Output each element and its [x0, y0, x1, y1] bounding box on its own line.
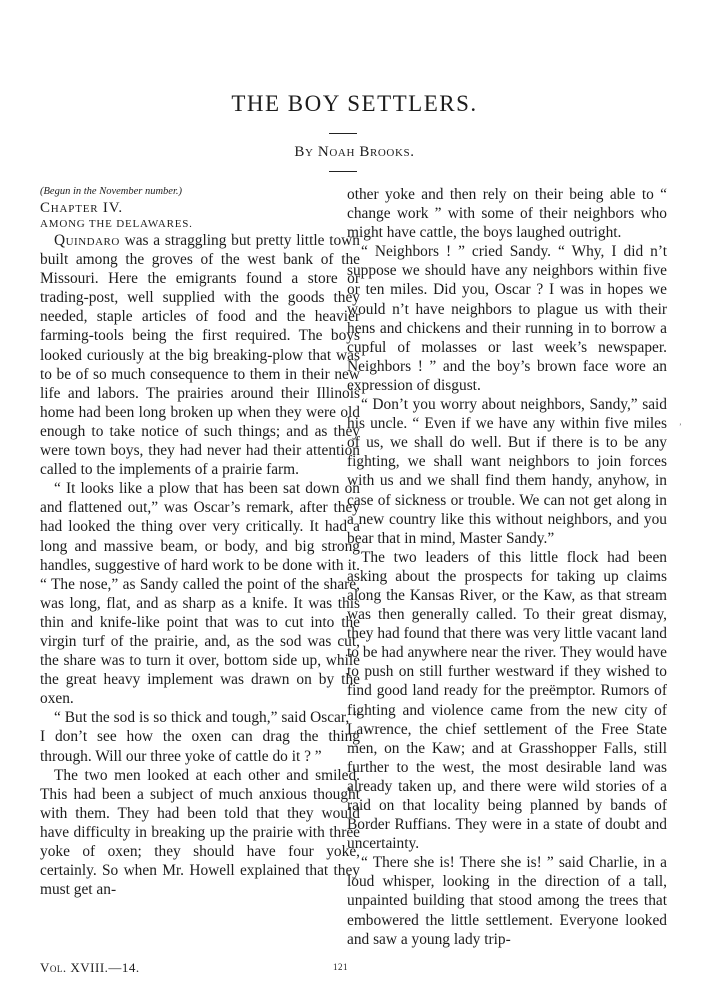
- paragraph: “ Neighbors ! ” cried Sandy. “ Why, I did n’t suppose we should have any neighbors within five or ten miles. Did you, Oscar ? I was in hopes we would n’t have neighbors to plague us with their hens and chickens and their running in to borrow a cupful of molasses or last week’s newspaper. Neighbors ! ” and the boy’s brown face wore an expression of disgust.: [347, 243, 667, 394]
- page-number: 121: [333, 962, 348, 972]
- paragraph: “ It looks like a plow that has been sat down on and flattened out,” was Oscar’s remark, after they had looked the thing over very critically. It had a long and massive beam, or body, and big strong handles, suggestive of hard work to be done with it. “ The nose,” as Sandy called the point of the share, was long, flat, and as sharp as a knife. It was this thin and knife-like point that was to cut into the virgin turf of the prairie, and, as the sod was cut, the share was to turn it over, bottom side up, while the great heavy implement was drawn on by the oxen.: [40, 480, 360, 708]
- volume-number: Vol. XVIII.—14.: [40, 960, 140, 975]
- right-column: [347, 185, 667, 949]
- byline-author: Noah Brooks.: [317, 144, 415, 160]
- paragraph: The two leaders of this little flock had been asking about the prospects for taking up claims along the Kansas River, or the Kaw, as that stream was then generally called. To their great dismay, they had found that there was very little vacant land to be had anywhere near the river. They would have to push on still further westward if they wished to find good land ready for the preëmptor. Rumors of fighting and violence came from the new city of Lawrence, the chief settlement of the Free State men, on the Kaw; and at Grasshopper Falls, still further to the west, the most desirable land was already taken up, and there were wild stories of a raid on that locality being planned by bands of Border Ruffians. They were in a state of doubt and uncertainty.: [347, 548, 667, 853]
- article-title: THE BOY SETTLERS.: [231, 91, 478, 116]
- paragraph: [40, 231, 360, 479]
- byline-by: By: [294, 144, 314, 160]
- begun-note: (Begun in the November number.): [40, 186, 183, 197]
- paragraph: The two men looked at each other and smiled. This had been a subject of much anxious thought with them. They had been told that they would have difficulty in breaking up the prairie with three yoke of oxen; they should have four yoke, certainly. So when Mr. Howell explained that they must get an-: [40, 766, 360, 899]
- paragraph: “ There she is! There she is! ” said Charlie, in a loud whisper, looking in the direction of a tall, unpainted building that stood among the trees that embowered the little settlement. Everyone looked and saw a young lady trip-: [347, 854, 667, 948]
- opening-word: Quindaro: [54, 232, 120, 249]
- byline: [0, 144, 709, 161]
- byline-rule: [329, 171, 357, 172]
- chapter-subheading: AMONG THE DELAWARES.: [40, 218, 193, 230]
- paragraph: other yoke and then rely on their being able to “ change work ” with some of their neighbors who might have cattle, the boys laughed outright.: [347, 186, 667, 242]
- title-rule: [329, 133, 357, 134]
- paragraph-text: was a straggling but pretty little town built among the groves of the west bank of the Missouri. Here the emigrants found a store or trading-post, well supplied with the goods they needed, staple articles of food and the heavier farming-tools being the first required. The boys looked curiously at the big breaking-plow that was to be of so much consequence to them in their new life and labors. The prairies around their Illinois home had been long broken up when they were old enough to take notice of such things; and as they were town boys, they had never had their attention called to the implements of a prairie farm.: [40, 232, 360, 479]
- left-column: [40, 185, 360, 899]
- paragraph: “ But the sod is so thick and tough,” said Oscar, “ I don’t see how the oxen can drag the thing through. Will our three yoke of cattle do it ? ”: [40, 709, 360, 765]
- margin-mark: ’: [679, 422, 682, 431]
- chapter-heading: Chapter IV.: [40, 200, 123, 216]
- paragraph: “ Don’t you worry about neighbors, Sandy,” said his uncle. “ Even if we have any within five miles of us, we shall do well. But if there is to be any fighting, we shall want neighbors to join forces with us and we shall find them handy, anyhow, in case of sickness or trouble. We can not get along in a new country like this without neighbors, and you bear that in mind, Master Sandy.”: [347, 396, 667, 547]
